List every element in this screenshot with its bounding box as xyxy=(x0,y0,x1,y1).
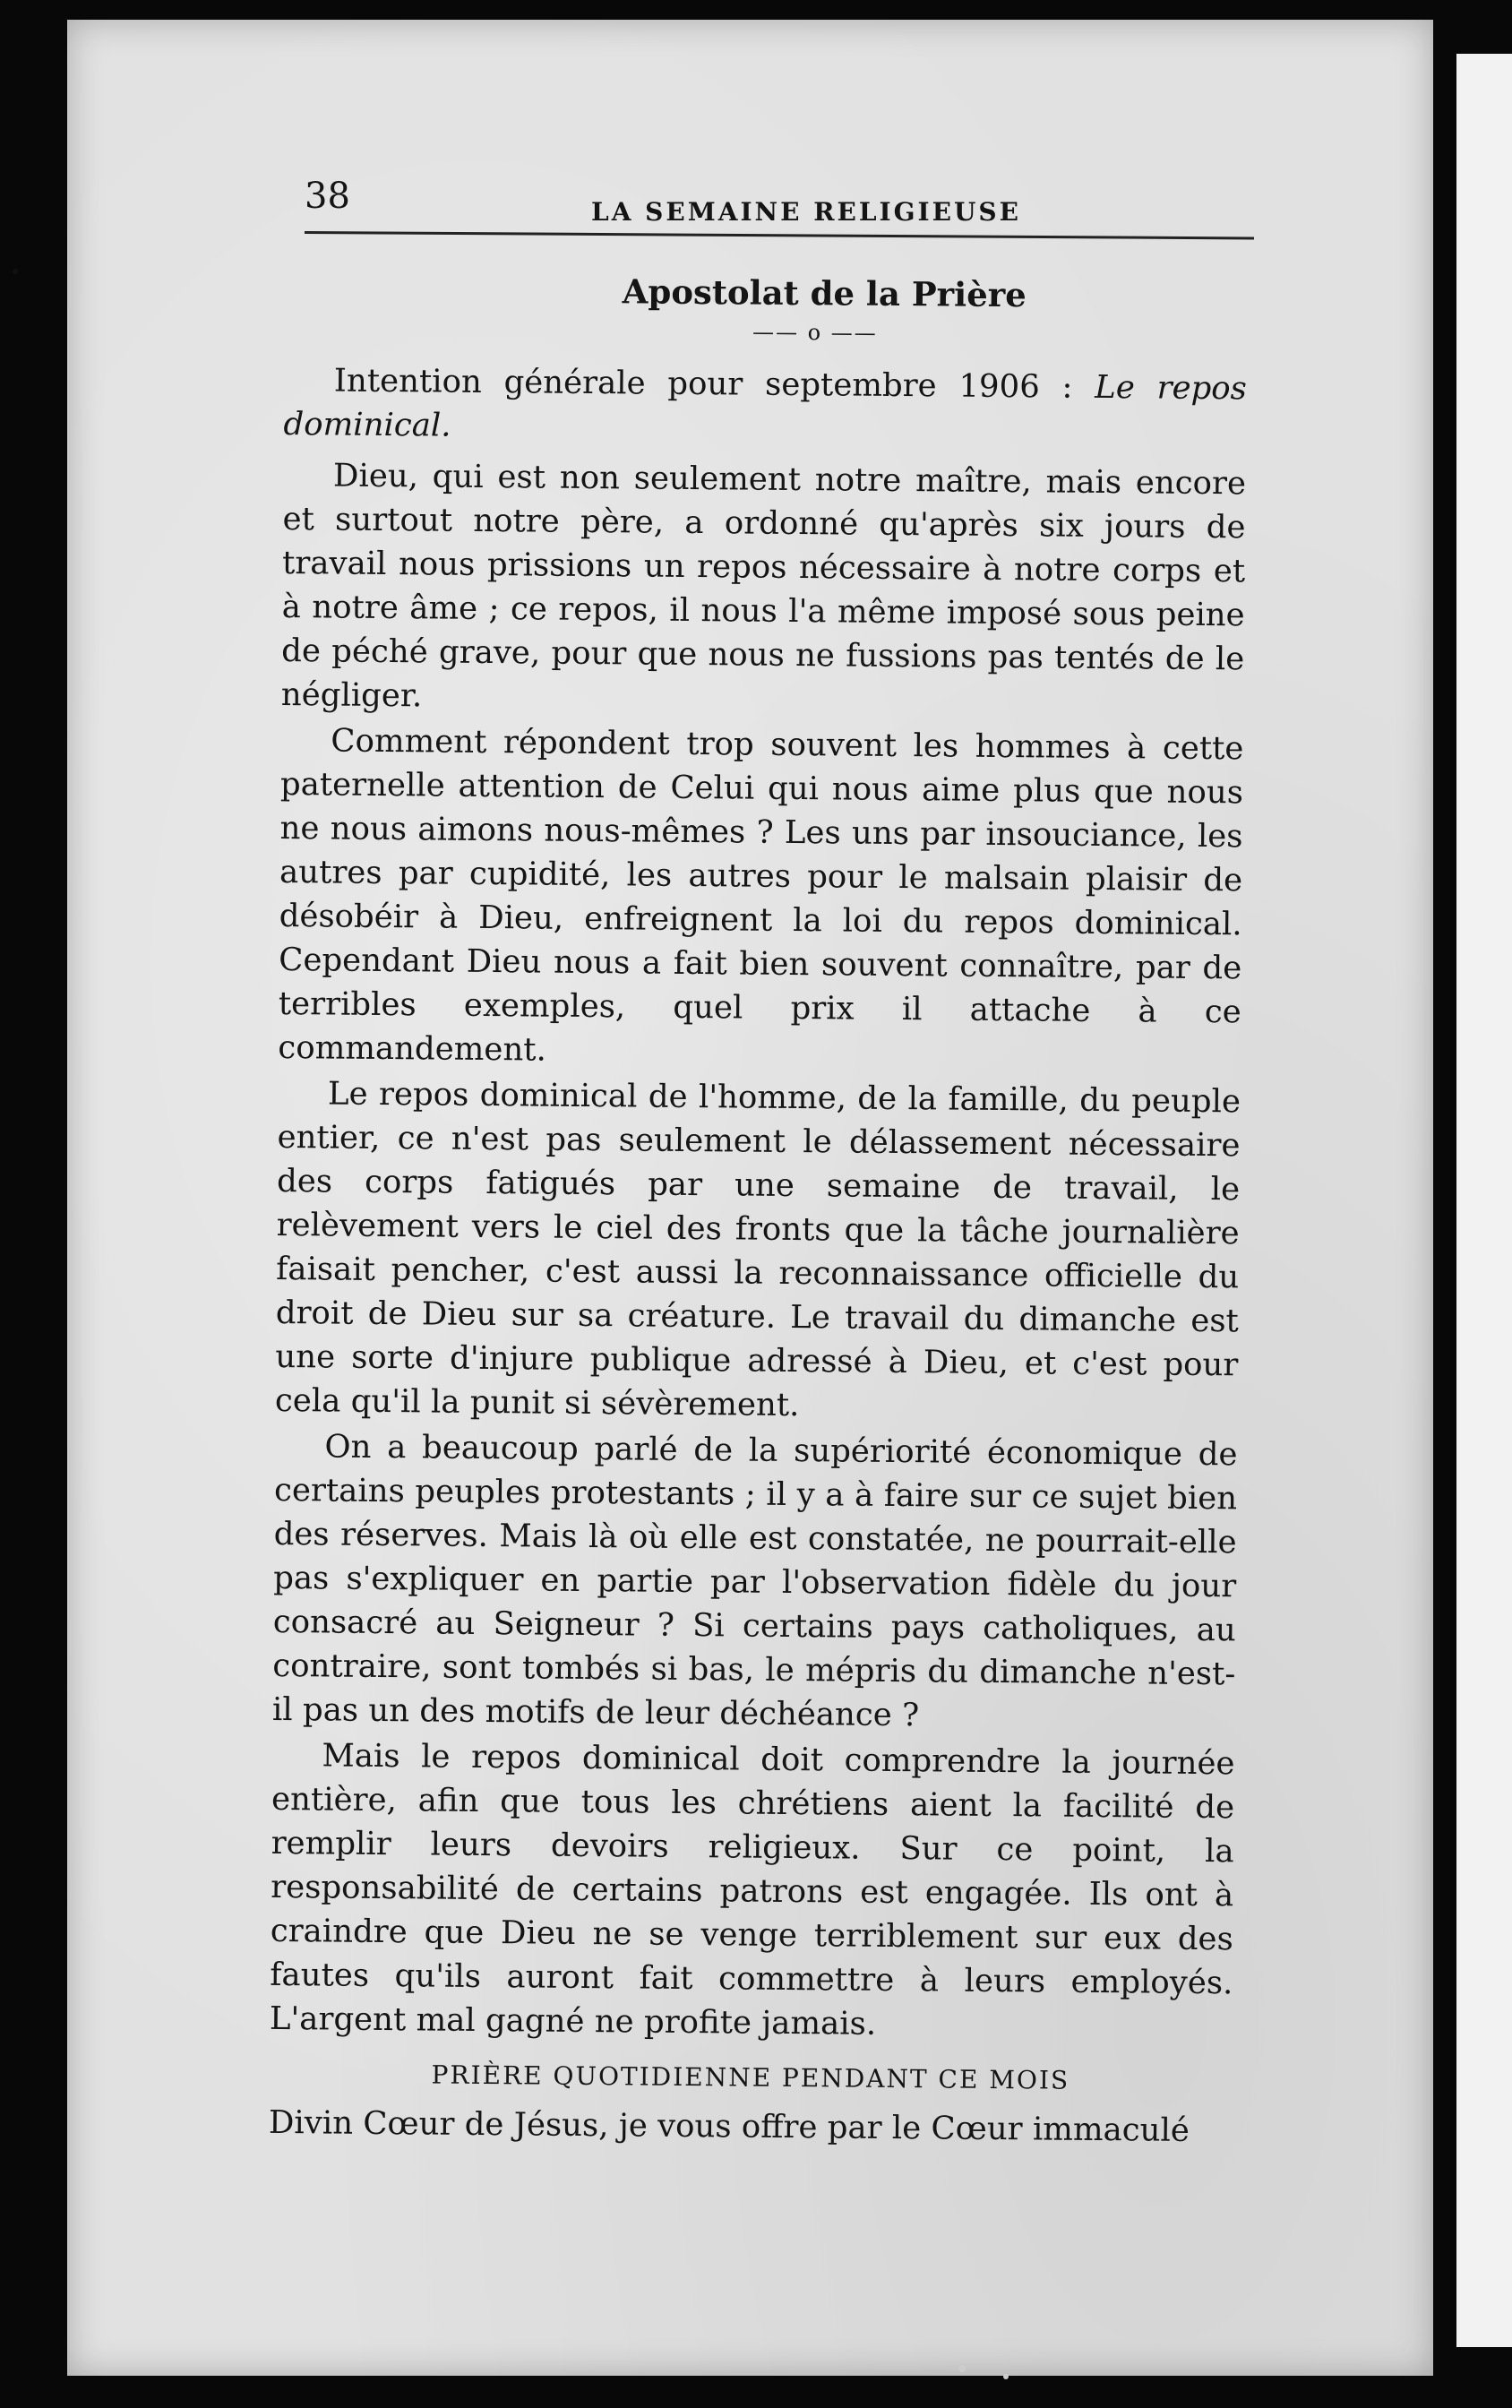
intention-label: Intention générale pour septembre 1906 : xyxy=(333,362,1095,406)
prayer-heading: PRIÈRE QUOTIDIENNE PENDANT CE MOIS xyxy=(431,2060,1070,2095)
paragraph: Mais le repos dominical doit comprendre la journée entière, afin que tous les chrétiens aient la facilité de remplir leurs devoirs religieux. Sur ce point, la responsabilité de certains patrons est engagée. Ils ont à craindre que Dieu ne se venge terriblement sur eux des fautes qu'ils auront fait commettre à leurs employés. L'argent mal gagné ne profite jamais. xyxy=(269,1737,1235,2042)
journal-title: LA SEMAINE RELIGIEUSE xyxy=(591,197,1021,227)
paragraph: Comment répondent trop souvent les hommes à cette paternelle attention de Celui qui nous aime plus que nous ne nous aimons nous-mêmes ? Les uns par insouciance, les autres par cupidité, les autres pour le malsain plaisir de désobéir à Dieu, enfreignent la loi du repos dominical. Cependant Dieu nous a fait bien souvent connaître, par de terribles exemples, quel prix il attache à ce commandement. xyxy=(278,722,1244,1069)
paragraph: Dieu, qui est non seulement notre maître, mais encore et surtout notre père, a ordonné qu'après six jours de travail nous prissions un repos nécessaire à notre corps et à notre âme ; ce repos, il nous l'a même imposé sous peine de péché grave, pour que nous ne fussions pas tentés de le négliger. xyxy=(280,457,1247,715)
article xyxy=(269,269,1248,2153)
dust-speck xyxy=(1003,2374,1009,2379)
dust-speck xyxy=(958,2365,966,2372)
prayer-text: Divin Cœur de Jésus, je vous offre par le Cœur immaculé xyxy=(268,2103,1190,2149)
page-number: 38 xyxy=(305,176,350,217)
paragraph: On a beaucoup parlé de la supériorité économique de certains peuples protestants ; il y a à faire sur ce sujet bien des réserves. Mais là où elle est constatée, ne pourrait-elle pas s'expliquer en partie par l'observation fidèle du jour consacré au Seigneur ? Si certains pays catholiques, au contraire, sont tombés si bas, le mépris du dimanche n'est-il pas un des motifs de leur déchéance ? xyxy=(271,1428,1238,1734)
title-ornament: —— o —— xyxy=(752,319,878,346)
article-title: Apostolat de la Prière xyxy=(622,271,1027,315)
dust-speck xyxy=(13,269,18,274)
paragraph: Le repos dominical de l'homme, de la famille, du peuple entier, ce n'est pas seulement le délassement nécessaire des corps fatigués par une semaine de travail, le relèvement vers le ciel des fronts que la tâche journalière faisait pencher, c'est aussi la reconnaissance officielle du droit de Dieu sur sa créature. Le travail du dimanche est une sorte d'injure publique adressé à Dieu, et c'est pour cela qu'il la punit si sévèrement. xyxy=(274,1075,1241,1424)
adjacent-page-edge xyxy=(1456,54,1512,2347)
intention-subject: Le repos dominical. xyxy=(283,368,1248,444)
intention-paragraph xyxy=(283,358,1247,454)
